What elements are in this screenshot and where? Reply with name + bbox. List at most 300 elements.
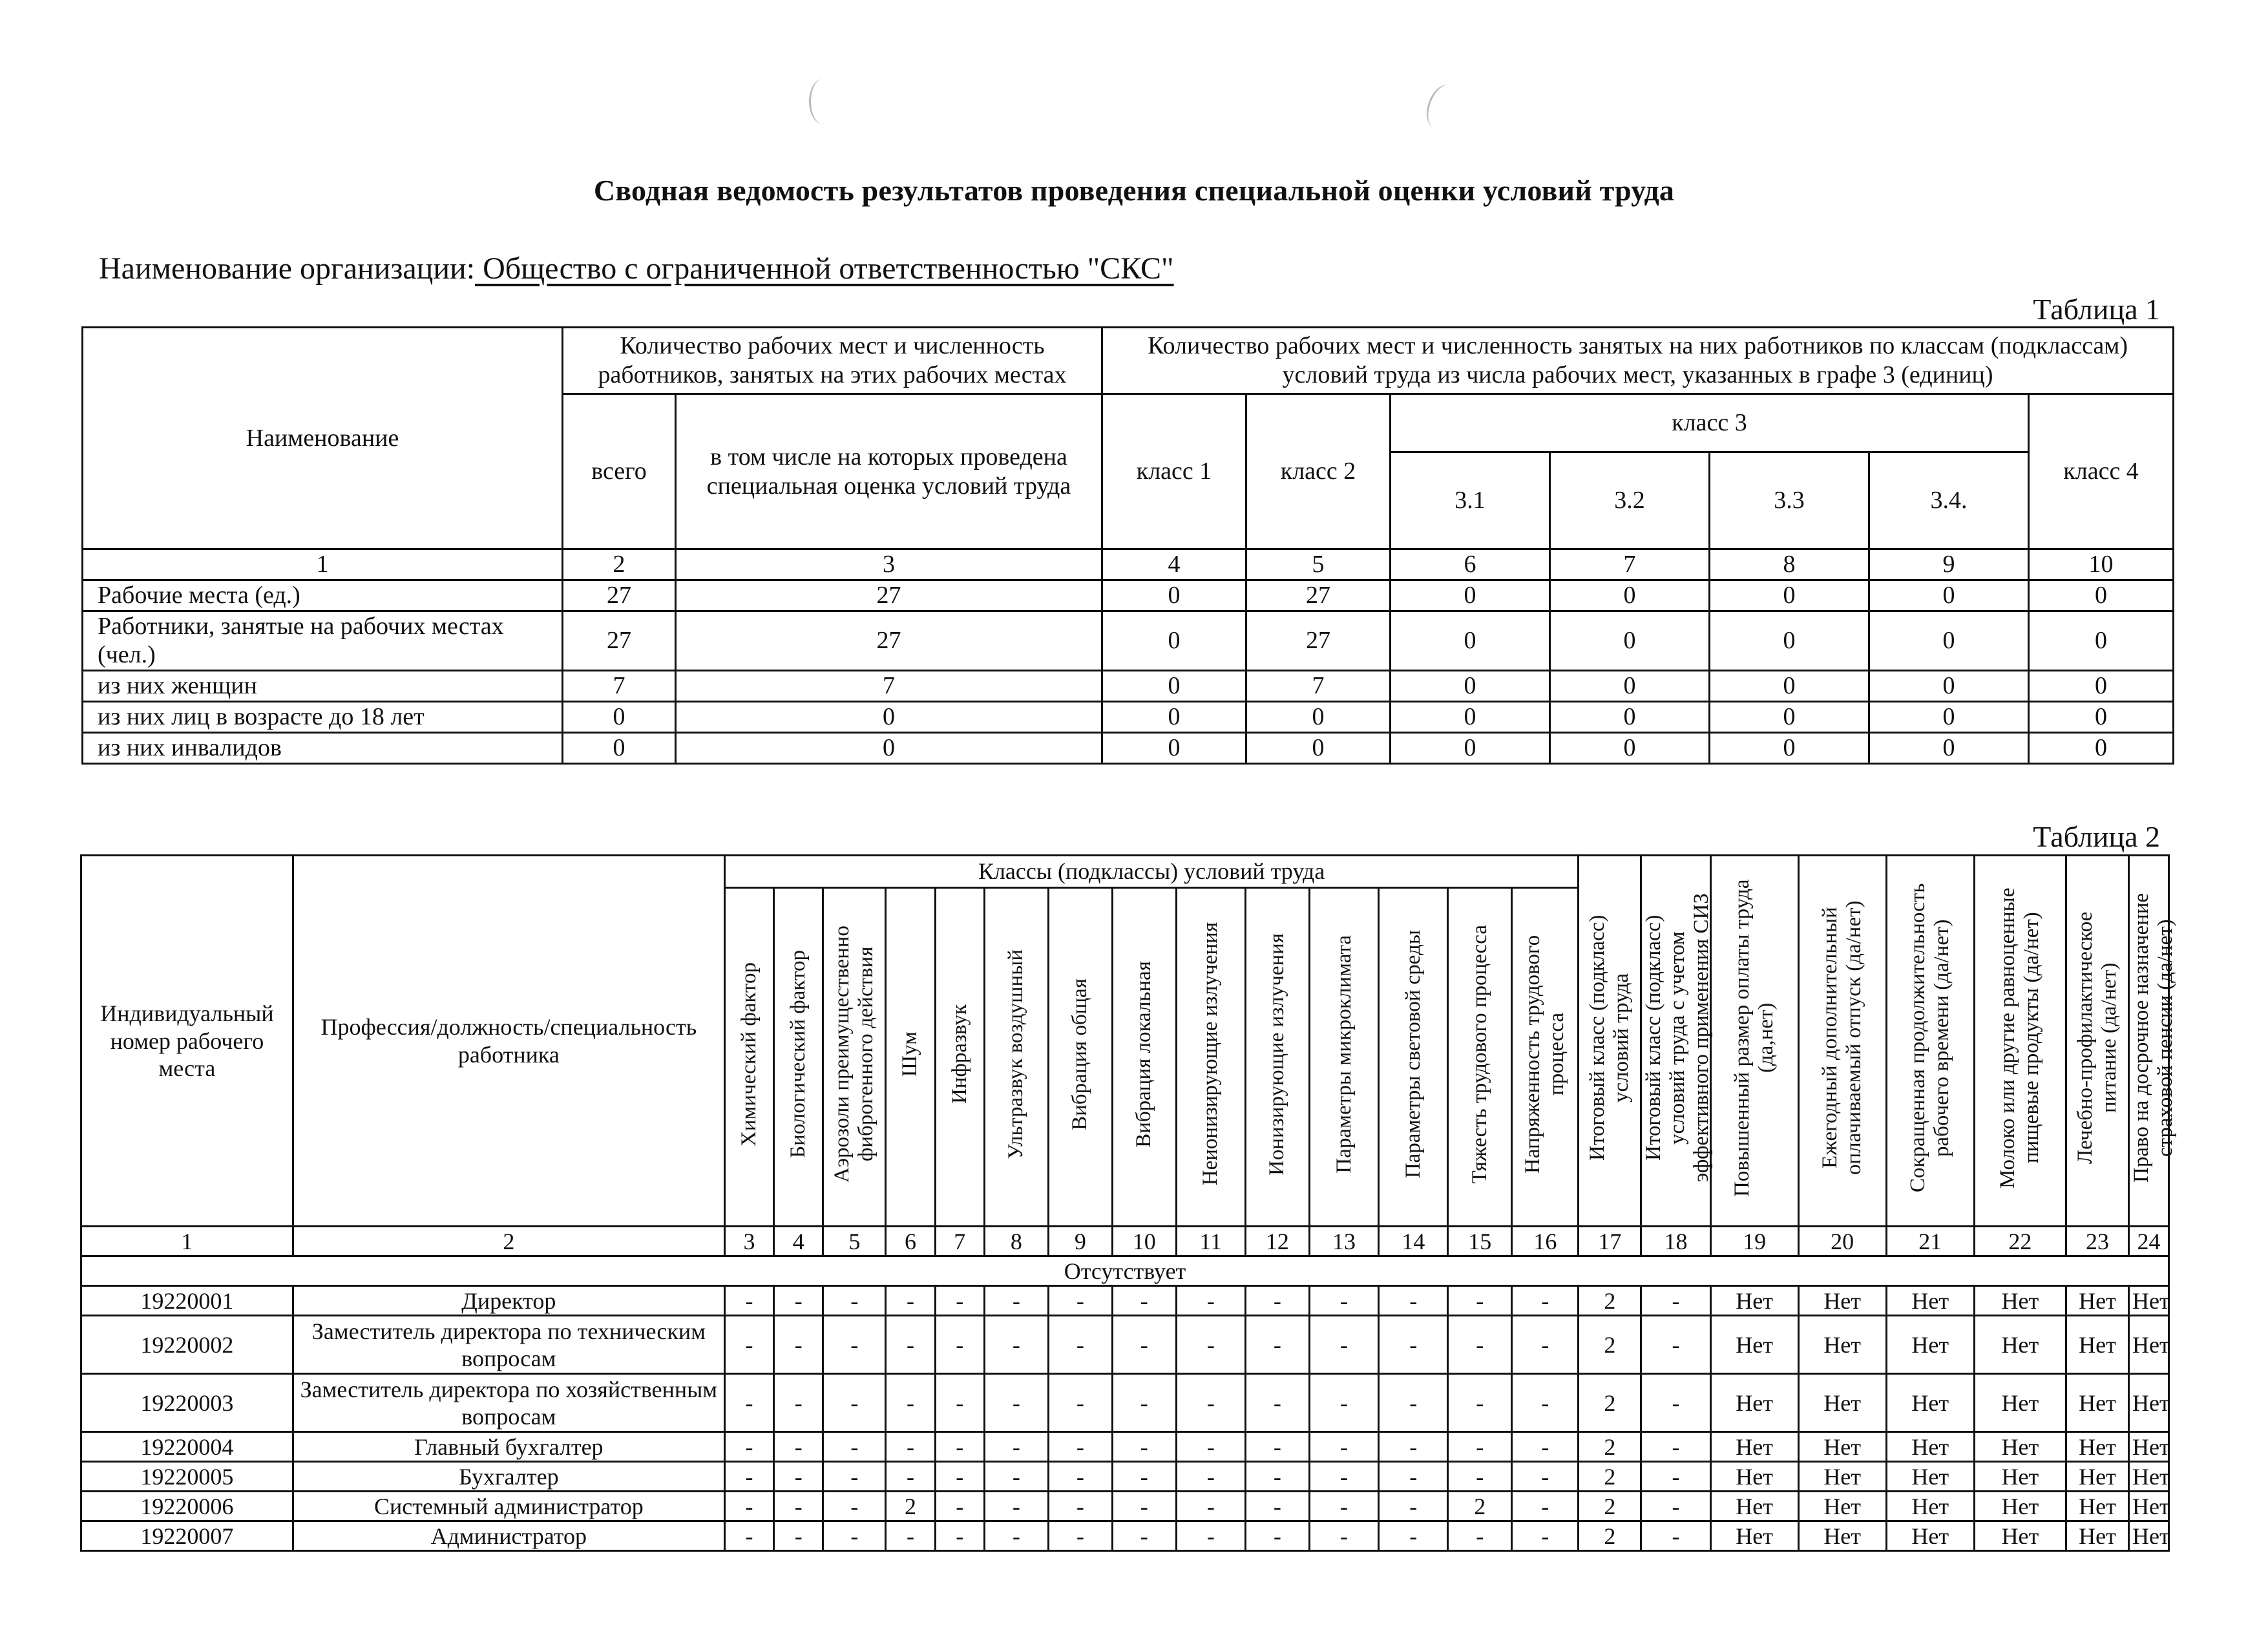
cell-value: -	[1048, 1432, 1112, 1462]
cell-value: 0	[1710, 702, 1869, 733]
cell-value: -	[1112, 1462, 1176, 1492]
cell-value: 0	[1102, 580, 1246, 611]
cell-value: 0	[1391, 580, 1550, 611]
cell-value: -	[1512, 1462, 1579, 1492]
cell-value: -	[724, 1462, 773, 1492]
cell-value: Нет	[1710, 1492, 1798, 1521]
row-label: из них лиц в возрасте до 18 лет	[83, 702, 563, 733]
cell-value: 27	[1246, 580, 1391, 611]
cell-value: -	[1379, 1432, 1448, 1462]
table-row	[81, 1521, 2169, 1551]
cell-value: -	[1112, 1286, 1176, 1316]
summary-table	[81, 326, 2174, 765]
column-number: 7	[935, 1227, 984, 1256]
column-number: 2	[563, 549, 676, 580]
cell-value: Нет	[2066, 1374, 2129, 1432]
cell-value: 0	[2029, 702, 2174, 733]
column-number: 22	[1974, 1227, 2066, 1256]
header-class3: класс 3	[1391, 394, 2029, 452]
cell-value: 0	[1550, 732, 1710, 763]
cell-value: -	[1245, 1492, 1309, 1521]
cell-value: Нет	[1798, 1286, 1886, 1316]
header-reduced-hours: Сокращенная продолжительность рабочего времени (да/нет)	[1886, 856, 1974, 1227]
cell-value: Нет	[2066, 1521, 2129, 1551]
cell-value: -	[1112, 1492, 1176, 1521]
cell-value: -	[1512, 1286, 1579, 1316]
column-number: 24	[2128, 1227, 2168, 1256]
cell-value: Нет	[1886, 1492, 1974, 1521]
cell-value: Нет	[1886, 1462, 1974, 1492]
workplace-table	[80, 854, 2177, 1552]
cell-value: Нет	[1710, 1521, 1798, 1551]
cell-value: 0	[1102, 702, 1246, 733]
header-assessed: в том числе на которых проведена специальная оценка условий труда	[676, 394, 1102, 549]
header-name: Наименование	[83, 328, 563, 549]
header-sub-3-1: 3.1	[1391, 452, 1550, 549]
row-label: Рабочие места (ед.)	[83, 580, 563, 611]
cell-value: Нет	[2128, 1432, 2168, 1462]
column-number: 3	[724, 1227, 773, 1256]
cell-value: -	[886, 1374, 935, 1432]
cell-value: -	[1245, 1374, 1309, 1432]
cell-value: Нет	[1886, 1374, 1974, 1432]
cell-value: 0	[1391, 671, 1550, 702]
cell-value: -	[1448, 1521, 1512, 1551]
cell-value: -	[1176, 1374, 1245, 1432]
cell-value: -	[1641, 1286, 1710, 1316]
cell-value: Нет	[1886, 1521, 1974, 1551]
cell-value: -	[1309, 1374, 1378, 1432]
cell-value: Нет	[2066, 1492, 2129, 1521]
cell-value: Нет	[1798, 1432, 1886, 1462]
column-number: 9	[1869, 549, 2029, 580]
cell-value: 7	[563, 671, 676, 702]
cell-value: 0	[1869, 671, 2029, 702]
cell-value: -	[1176, 1462, 1245, 1492]
cell-value: Нет	[2066, 1286, 2129, 1316]
cell-value: Нет	[1886, 1432, 1974, 1462]
cell-value: -	[984, 1462, 1048, 1492]
cell-value: -	[823, 1521, 886, 1551]
column-number: 19	[1710, 1227, 1798, 1256]
scan-mark	[809, 79, 837, 124]
cell-value: 0	[1869, 732, 2029, 763]
workplace-id: 19220003	[81, 1374, 293, 1432]
column-number: 16	[1512, 1227, 1579, 1256]
row-label: Работники, занятые на рабочих местах (чел.)	[83, 611, 563, 671]
cell-value: -	[1641, 1316, 1710, 1374]
cell-value: -	[774, 1316, 823, 1374]
header-group-total: Количество рабочих мест и численность работников, занятых на этих рабочих местах	[563, 328, 1102, 394]
organization-name: Общество с ограниченной ответственностью "СКС"	[475, 251, 1174, 286]
cell-value: 0	[563, 702, 676, 733]
cell-value: Нет	[1974, 1462, 2066, 1492]
cell-value: 0	[2029, 611, 2174, 671]
cell-value: -	[774, 1286, 823, 1316]
cell-value: 0	[2029, 732, 2174, 763]
column-number: 13	[1309, 1227, 1378, 1256]
cell-value: -	[935, 1316, 984, 1374]
cell-value: -	[774, 1492, 823, 1521]
header-sub-3-2: 3.2	[1550, 452, 1710, 549]
cell-value: 2	[1579, 1432, 1641, 1462]
cell-value: Нет	[1798, 1521, 1886, 1551]
cell-value: -	[1379, 1521, 1448, 1551]
cell-value: 0	[1710, 732, 1869, 763]
cell-value: -	[1448, 1462, 1512, 1492]
column-number: 12	[1245, 1227, 1309, 1256]
cell-value: -	[823, 1462, 886, 1492]
cell-value: Нет	[1710, 1432, 1798, 1462]
cell-value: -	[1641, 1374, 1710, 1432]
cell-value: Нет	[1974, 1492, 2066, 1521]
cell-value: -	[1512, 1374, 1579, 1432]
cell-value: 0	[1869, 580, 2029, 611]
column-number: 8	[984, 1227, 1048, 1256]
header-factor: Параметры световой среды	[1379, 888, 1448, 1227]
cell-value: -	[724, 1316, 773, 1374]
cell-value: Нет	[2128, 1374, 2168, 1432]
column-number: 6	[886, 1227, 935, 1256]
cell-value: -	[823, 1316, 886, 1374]
cell-value: -	[935, 1492, 984, 1521]
cell-value: -	[1245, 1286, 1309, 1316]
cell-value: Нет	[1798, 1374, 1886, 1432]
cell-value: Нет	[2066, 1316, 2129, 1374]
cell-value: 0	[1102, 671, 1246, 702]
column-number: 17	[1579, 1227, 1641, 1256]
cell-value: -	[1379, 1462, 1448, 1492]
cell-value: 0	[1246, 732, 1391, 763]
cell-value: -	[1512, 1492, 1579, 1521]
cell-value: 0	[1710, 671, 1869, 702]
cell-value: -	[774, 1521, 823, 1551]
cell-value: -	[935, 1286, 984, 1316]
profession-name: Главный бухгалтер	[293, 1432, 724, 1462]
table-row	[81, 1286, 2169, 1316]
cell-value: -	[823, 1432, 886, 1462]
header-factor: Параметры микроклимата	[1309, 888, 1378, 1227]
table-row	[81, 1462, 2169, 1492]
cell-value: 0	[1550, 580, 1710, 611]
cell-value: 27	[563, 611, 676, 671]
organization-line	[99, 251, 1174, 286]
cell-value: 0	[1391, 732, 1550, 763]
header-final-class: Итоговый класс (подкласс) условий труда	[1579, 856, 1641, 1227]
cell-value: -	[984, 1316, 1048, 1374]
cell-value: -	[724, 1374, 773, 1432]
cell-value: -	[1176, 1286, 1245, 1316]
header-factor: Инфразвук	[935, 888, 984, 1227]
cell-value: 0	[1102, 611, 1246, 671]
cell-value: -	[1309, 1462, 1378, 1492]
cell-value: -	[935, 1462, 984, 1492]
table-row	[83, 732, 2174, 763]
header-factor: Вибрация локальная	[1112, 888, 1176, 1227]
cell-value: 2	[1579, 1316, 1641, 1374]
cell-value: -	[1112, 1432, 1176, 1462]
cell-value: -	[1448, 1374, 1512, 1432]
summary-table-body	[83, 549, 2174, 764]
header-class1: класс 1	[1102, 394, 1246, 549]
cell-value: 7	[1246, 671, 1391, 702]
cell-value: 27	[1246, 611, 1391, 671]
organization-label: Наименование организации:	[99, 251, 476, 286]
workplace-id: 19220004	[81, 1432, 293, 1462]
cell-value: -	[1245, 1432, 1309, 1462]
cell-value: -	[1641, 1432, 1710, 1462]
table1-caption: Таблица 1	[2033, 293, 2160, 326]
cell-value: -	[774, 1432, 823, 1462]
cell-value: -	[724, 1286, 773, 1316]
header-milk: Молоко или другие равноценные пищевые продукты (да/нет)	[1974, 856, 2066, 1227]
row-label: из них инвалидов	[83, 732, 563, 763]
cell-value: -	[724, 1521, 773, 1551]
cell-value: 0	[1710, 580, 1869, 611]
header-increased-pay: Повышенный размер оплаты труда (да,нет)	[1710, 856, 1798, 1227]
column-number: 11	[1176, 1227, 1245, 1256]
table-row	[81, 1374, 2169, 1432]
column-number: 4	[774, 1227, 823, 1256]
cell-value: -	[1112, 1521, 1176, 1551]
cell-value: Нет	[2128, 1521, 2168, 1551]
header-factor: Химический фактор	[724, 888, 773, 1227]
cell-value: -	[1048, 1286, 1112, 1316]
cell-value: 0	[1391, 611, 1550, 671]
table-row	[81, 1492, 2169, 1521]
cell-value: -	[1245, 1316, 1309, 1374]
column-number: 14	[1379, 1227, 1448, 1256]
column-number: 6	[1391, 549, 1550, 580]
cell-value: -	[1048, 1374, 1112, 1432]
cell-value: -	[1448, 1286, 1512, 1316]
cell-value: 0	[1246, 702, 1391, 733]
workplace-id: 19220001	[81, 1286, 293, 1316]
cell-value: -	[1379, 1492, 1448, 1521]
cell-value: Нет	[1798, 1462, 1886, 1492]
cell-value: -	[1176, 1521, 1245, 1551]
cell-value: -	[1641, 1492, 1710, 1521]
header-factor: Вибрация общая	[1048, 888, 1112, 1227]
table-row	[83, 702, 2174, 733]
header-sub-3-3: 3.3	[1710, 452, 1869, 549]
cell-value: -	[1112, 1316, 1176, 1374]
cell-value: Нет	[1974, 1374, 2066, 1432]
cell-value: 27	[676, 580, 1102, 611]
cell-value: -	[1112, 1374, 1176, 1432]
cell-value: -	[1512, 1432, 1579, 1462]
cell-value: 0	[1710, 611, 1869, 671]
cell-value: -	[1245, 1462, 1309, 1492]
cell-value: -	[724, 1432, 773, 1462]
cell-value: -	[1379, 1316, 1448, 1374]
header-factor: Аэрозоли преимущественно фиброгенного действия	[823, 888, 886, 1227]
cell-value: -	[984, 1374, 1048, 1432]
column-number: 1	[81, 1227, 293, 1256]
cell-value: 0	[563, 732, 676, 763]
table-row	[81, 1316, 2169, 1374]
cell-value: -	[1048, 1492, 1112, 1521]
cell-value: Нет	[2128, 1492, 2168, 1521]
cell-value: -	[935, 1374, 984, 1432]
row-label: из них женщин	[83, 671, 563, 702]
table2-caption: Таблица 2	[2033, 820, 2160, 853]
workplace-id: 19220007	[81, 1521, 293, 1551]
cell-value: Нет	[1798, 1316, 1886, 1374]
cell-value: -	[1048, 1462, 1112, 1492]
cell-value: 0	[1550, 671, 1710, 702]
header-workplace-id: Индивидуальный номер рабочего места	[81, 856, 293, 1227]
scan-mark	[1421, 81, 1462, 132]
cell-value: -	[1641, 1521, 1710, 1551]
cell-value: 27	[563, 580, 676, 611]
cell-value: Нет	[1710, 1374, 1798, 1432]
cell-value: Нет	[2128, 1462, 2168, 1492]
workplace-id: 19220002	[81, 1316, 293, 1374]
cell-value: 2	[886, 1492, 935, 1521]
column-number: 21	[1886, 1227, 1974, 1256]
cell-value: Нет	[1886, 1286, 1974, 1316]
column-number: 15	[1448, 1227, 1512, 1256]
cell-value: -	[1512, 1316, 1579, 1374]
document-title: Сводная ведомость результатов проведения специальной оценки условий труда	[593, 174, 1675, 207]
cell-value: 0	[676, 702, 1102, 733]
workplace-id: 19220005	[81, 1462, 293, 1492]
cell-value: Нет	[1710, 1316, 1798, 1374]
column-numbers-row	[83, 549, 2174, 580]
cell-value: -	[724, 1492, 773, 1521]
column-number: 1	[83, 549, 563, 580]
cell-value: -	[984, 1286, 1048, 1316]
column-number: 7	[1550, 549, 1710, 580]
cell-value: -	[886, 1286, 935, 1316]
header-factor: Ионизирующие излучения	[1245, 888, 1309, 1227]
cell-value: 0	[1550, 611, 1710, 671]
cell-value: -	[935, 1432, 984, 1462]
cell-value: 7	[676, 671, 1102, 702]
cell-value: -	[886, 1462, 935, 1492]
cell-value: -	[1309, 1286, 1378, 1316]
cell-value: 2	[1579, 1462, 1641, 1492]
cell-value: Нет	[1710, 1462, 1798, 1492]
column-numbers-row	[81, 1227, 2169, 1256]
profession-name: Заместитель директора по хозяйственным вопросам	[293, 1374, 724, 1432]
profession-name: Системный администратор	[293, 1492, 724, 1521]
cell-value: -	[823, 1286, 886, 1316]
cell-value: Нет	[1974, 1286, 2066, 1316]
cell-value: Нет	[1798, 1492, 1886, 1521]
cell-value: Нет	[1710, 1286, 1798, 1316]
cell-value: -	[1448, 1432, 1512, 1462]
profession-name: Администратор	[293, 1521, 724, 1551]
cell-value: -	[1309, 1492, 1378, 1521]
header-sub-3-4: 3.4.	[1869, 452, 2029, 549]
column-number: 5	[823, 1227, 886, 1256]
cell-value: -	[1245, 1521, 1309, 1551]
header-medical-nutrition: Лечебно-профилактическое питание (да/нет)	[2066, 856, 2129, 1227]
header-factor: Ультразвук воздушный	[984, 888, 1048, 1227]
cell-value: -	[1512, 1521, 1579, 1551]
column-number: 2	[293, 1227, 724, 1256]
cell-value: -	[1176, 1432, 1245, 1462]
cell-value: 2	[1579, 1286, 1641, 1316]
cell-value: -	[1176, 1316, 1245, 1374]
cell-value: Нет	[1886, 1316, 1974, 1374]
cell-value: 0	[2029, 671, 2174, 702]
cell-value: -	[1309, 1316, 1378, 1374]
header-factor: Биологический фактор	[774, 888, 823, 1227]
header-profession: Профессия/должность/специальность работника	[293, 856, 724, 1227]
cell-value: Нет	[1974, 1432, 2066, 1462]
cell-value: 0	[1869, 611, 2029, 671]
cell-value: Нет	[2066, 1462, 2129, 1492]
section-row: Отсутствует	[81, 1256, 2169, 1286]
cell-value: 0	[1102, 732, 1246, 763]
cell-value: -	[935, 1521, 984, 1551]
workplace-table-body	[81, 1286, 2169, 1551]
cell-value: 0	[1391, 702, 1550, 733]
cell-value: 2	[1448, 1492, 1512, 1521]
cell-value: -	[774, 1374, 823, 1432]
profession-name: Директор	[293, 1286, 724, 1316]
header-factor: Шум	[886, 888, 935, 1227]
column-number: 20	[1798, 1227, 1886, 1256]
header-group-classes: Количество рабочих мест и численность занятых на них работников по классам (подклассам) условий труда из числа рабочих мест, указанных в графе 3 (единиц)	[1102, 328, 2174, 394]
cell-value: Нет	[2066, 1432, 2129, 1462]
cell-value: -	[886, 1316, 935, 1374]
cell-value: 0	[1869, 702, 2029, 733]
column-number: 9	[1048, 1227, 1112, 1256]
cell-value: -	[984, 1521, 1048, 1551]
header-classes-group: Классы (подклассы) условий труда	[724, 856, 1579, 888]
cell-value: Нет	[1974, 1316, 2066, 1374]
cell-value: -	[886, 1521, 935, 1551]
cell-value: -	[1048, 1316, 1112, 1374]
cell-value: -	[1048, 1521, 1112, 1551]
header-class4: класс 4	[2029, 394, 2174, 549]
cell-value: -	[1176, 1492, 1245, 1521]
table-row	[83, 580, 2174, 611]
cell-value: 2	[1579, 1521, 1641, 1551]
column-number: 8	[1710, 549, 1869, 580]
cell-value: -	[1309, 1432, 1378, 1462]
profession-name: Заместитель директора по техническим вопросам	[293, 1316, 724, 1374]
column-number: 3	[676, 549, 1102, 580]
table-row	[83, 611, 2174, 671]
cell-value: 0	[676, 732, 1102, 763]
cell-value: 27	[676, 611, 1102, 671]
cell-value: -	[823, 1374, 886, 1432]
cell-value: Нет	[1974, 1521, 2066, 1551]
cell-value: -	[823, 1492, 886, 1521]
header-final-class-siz: Итоговый класс (подкласс) условий труда с учетом эффективного применения СИЗ	[1641, 856, 1710, 1227]
cell-value: -	[886, 1432, 935, 1462]
cell-value: -	[984, 1432, 1048, 1462]
header-additional-leave: Ежегодный дополнительный оплачиваемый отпуск (да/нет)	[1798, 856, 1886, 1227]
header-factor: Напряженность трудового процесса	[1512, 888, 1579, 1227]
cell-value: -	[1379, 1286, 1448, 1316]
header-factor: Неионизирующие излучения	[1176, 888, 1245, 1227]
column-number: 10	[2029, 549, 2174, 580]
header-total: всего	[563, 394, 676, 549]
header-early-pension: Право на досрочное назначение страховой пенсии (да/нет)	[2128, 856, 2168, 1227]
table-row	[81, 1432, 2169, 1462]
column-number: 18	[1641, 1227, 1710, 1256]
column-number: 4	[1102, 549, 1246, 580]
column-number: 10	[1112, 1227, 1176, 1256]
cell-value: -	[1641, 1462, 1710, 1492]
cell-value: -	[984, 1492, 1048, 1521]
